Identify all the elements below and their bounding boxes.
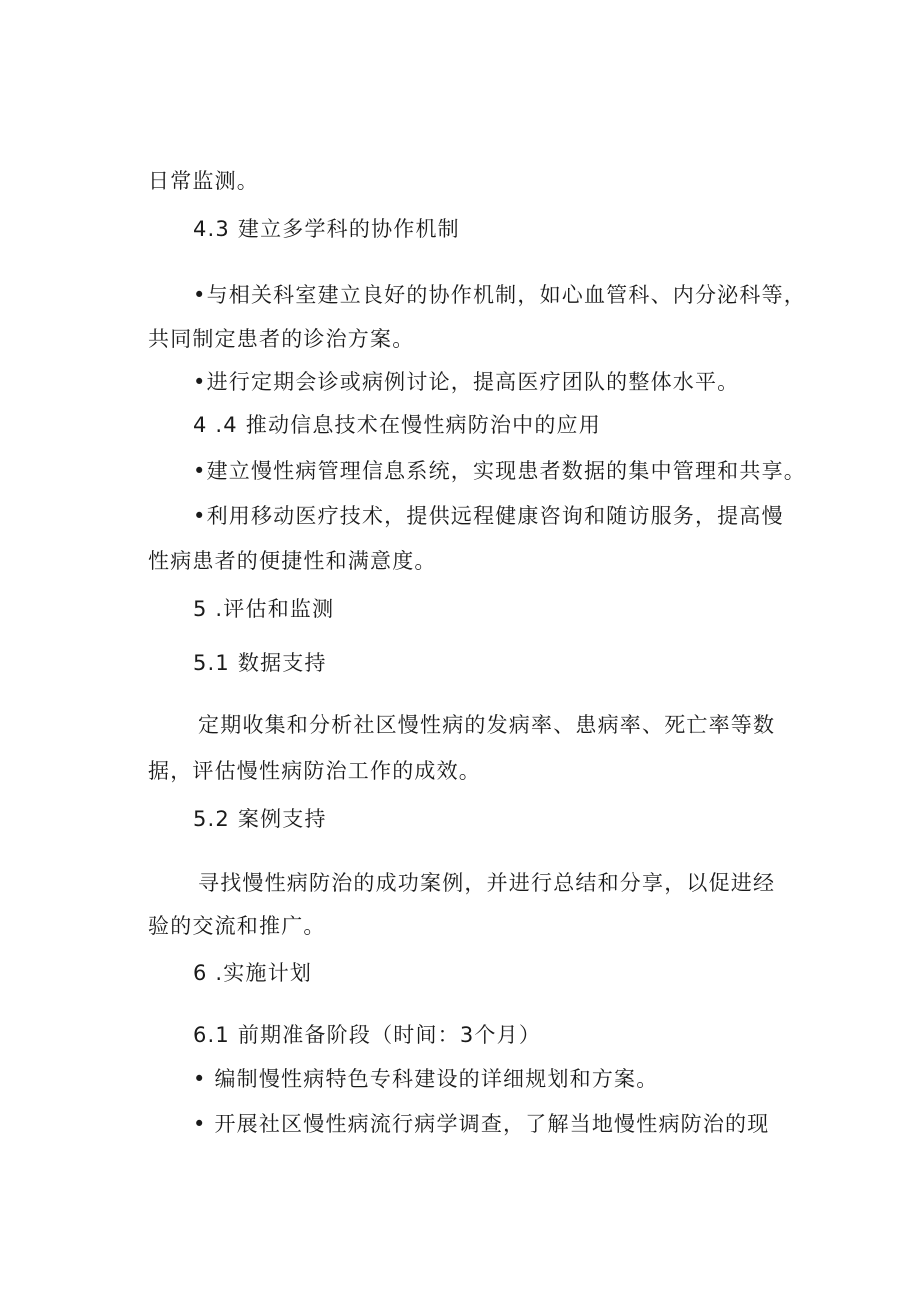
paragraph-line: 定期收集和分析社区慢性病的发病率、患病率、死亡率等数 bbox=[198, 713, 776, 737]
body-text-line: 共同制定患者的诊治方案。 bbox=[148, 327, 415, 351]
bullet-item: •进行定期会诊或病例讨论，提高医疗团队的整体水平。 bbox=[193, 370, 740, 394]
section-heading-5-1: 5.1 数据支持 bbox=[193, 651, 327, 675]
body-text-line: 日常监测。 bbox=[148, 169, 259, 193]
paragraph-line: 验的交流和推广。 bbox=[148, 914, 326, 938]
section-heading-6: 6 .实施计划 bbox=[193, 961, 313, 985]
section-heading-4-3: 4.3 建立多学科的协作机制 bbox=[193, 217, 460, 241]
paragraph-line: 据，评估慢性病防治工作的成效。 bbox=[148, 759, 481, 783]
section-heading-5-2: 5.2 案例支持 bbox=[193, 807, 327, 831]
section-heading-4-4: 4 .4 推动信息技术在慢性病防治中的应用 bbox=[193, 413, 601, 437]
bullet-item: • 开展社区慢性病流行病学调查，了解当地慢性病防治的现 bbox=[193, 1112, 770, 1136]
bullet-item: •与相关科室建立良好的协作机制，如心血管科、内分泌科等， bbox=[193, 283, 806, 307]
paragraph-line: 寻找慢性病防治的成功案例，并进行总结和分享，以促进经 bbox=[198, 871, 776, 895]
bullet-item: •利用移动医疗技术，提供远程健康咨询和随访服务，提高慢 bbox=[193, 504, 784, 528]
section-heading-6-1: 6.1 前期准备阶段（时间：3个月） bbox=[193, 1023, 542, 1047]
bullet-item: • 编制慢性病特色专科建设的详细规划和方案。 bbox=[193, 1067, 659, 1091]
bullet-item: •建立慢性病管理信息系统，实现患者数据的集中管理和共享。 bbox=[193, 459, 806, 483]
body-text-line: 性病患者的便捷性和满意度。 bbox=[148, 549, 437, 573]
section-heading-5: 5 .评估和监测 bbox=[193, 597, 335, 621]
